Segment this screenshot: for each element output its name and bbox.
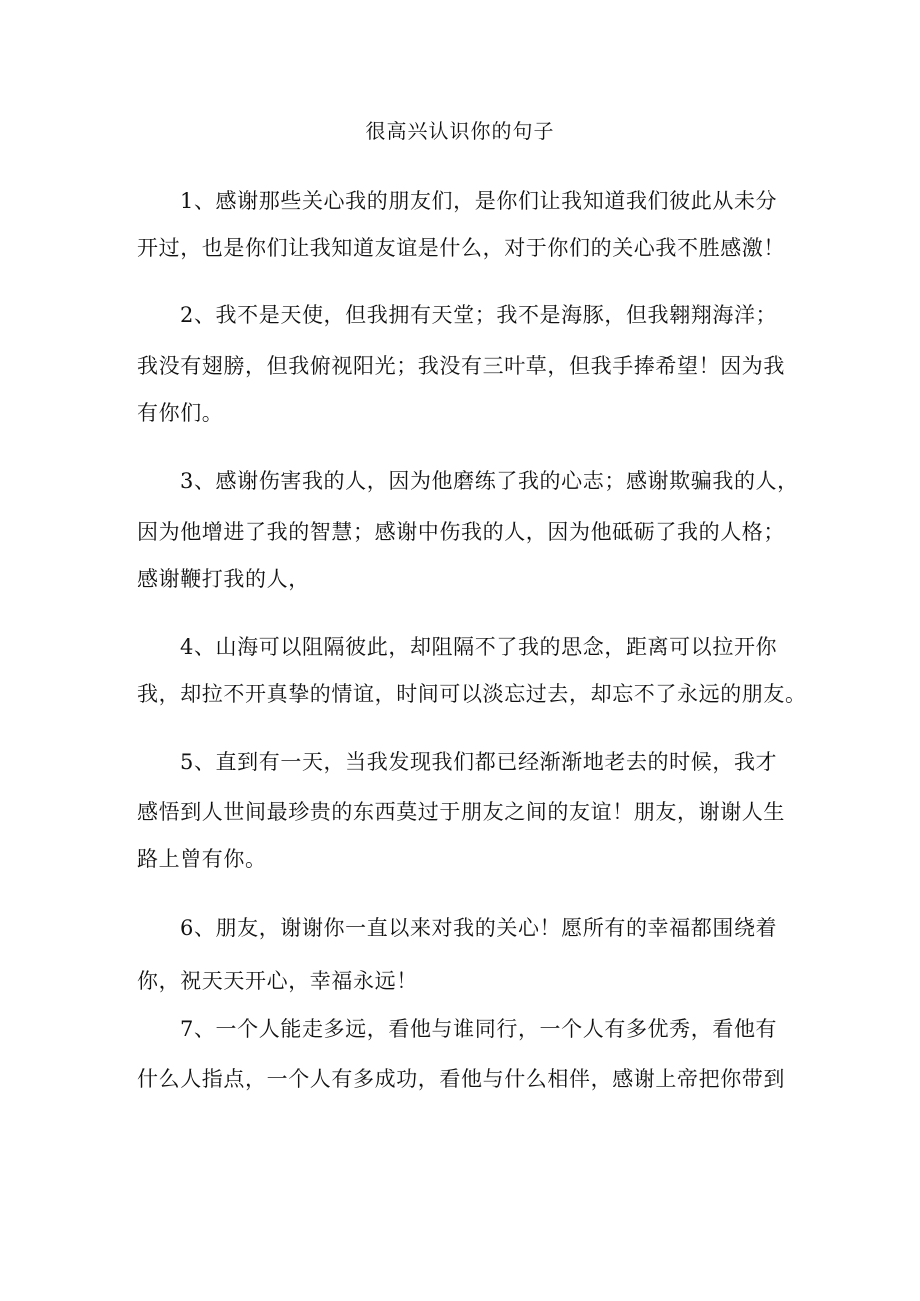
paragraph-4-line-1: 4、山海可以阻隔彼此，却阻隔不了我的思念，距离可以拉开你 [180, 635, 778, 659]
paragraph-4-line-2: 我，却拉不开真挚的情谊，时间可以淡忘过去，却忘不了永远的朋友。 [137, 682, 807, 706]
paragraph-5-line-2: 感悟到人世间最珍贵的东西莫过于朋友之间的友谊！朋友，谢谢人生 [137, 800, 785, 824]
paragraph-3-line-3: 感谢鞭打我的人， [137, 567, 310, 591]
paragraph-2-line-1: 2、我不是天使，但我拥有天堂；我不是海豚，但我翱翔海洋； [180, 303, 778, 327]
paragraph-2-line-2: 我没有翅膀，但我俯视阳光；我没有三叶草，但我手捧希望！因为我 [137, 354, 785, 378]
paragraph-3-line-1: 3、感谢伤害我的人，因为他磨练了我的心志；感谢欺骗我的人， [180, 469, 799, 493]
paragraph-7-line-1: 7、一个人能走多远，看他与谁同行，一个人有多优秀，看他有 [180, 1017, 778, 1041]
paragraph-5-line-1: 5、直到有一天，当我发现我们都已经渐渐地老去的时候，我才 [180, 750, 778, 774]
paragraph-1-line-2: 开过，也是你们让我知道友谊是什么，对于你们的关心我不胜感激！ [137, 236, 785, 260]
paragraph-7-line-2: 什么人指点，一个人有多成功，看他与什么相伴，感谢上帝把你带到 [137, 1067, 785, 1091]
document-title: 很高兴认识你的句子 [365, 119, 555, 143]
paragraph-2-line-3: 有你们。 [137, 401, 224, 425]
paragraph-6-line-1: 6、朋友，谢谢你一直以来对我的关心！愿所有的幸福都围绕着 [180, 916, 778, 940]
paragraph-3-line-2: 因为他增进了我的智慧；感谢中伤我的人，因为他砥砺了我的人格； [137, 520, 785, 544]
paragraph-1-line-1: 1、感谢那些关心我的朋友们，是你们让我知道我们彼此从未分 [180, 189, 778, 213]
paragraph-5-line-3: 路上曾有你。 [137, 847, 267, 871]
paragraph-6-line-2: 你，祝天天开心，幸福永远！ [137, 969, 418, 993]
